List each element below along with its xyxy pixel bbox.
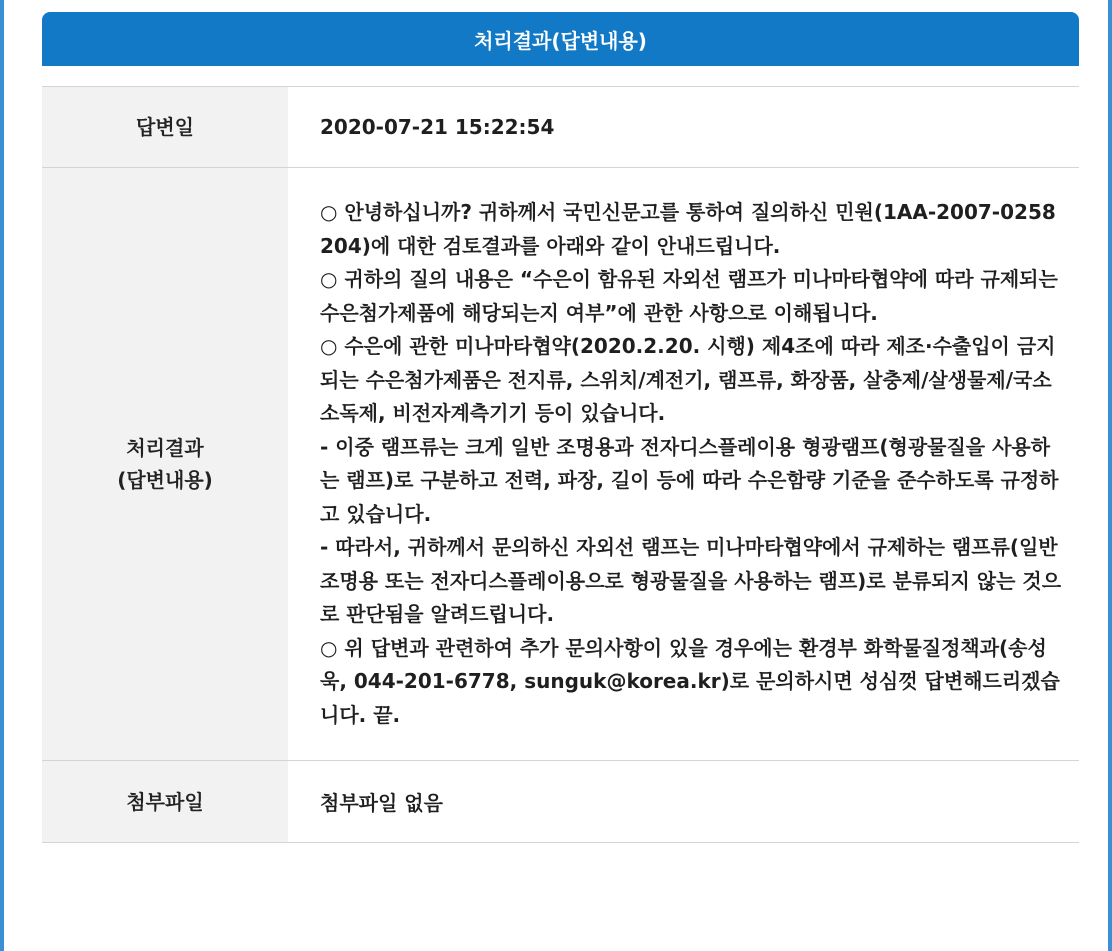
table-row-result xyxy=(42,168,1079,761)
answer-paragraph: - 따라서, 귀하께서 문의하신 자외선 램프는 미나마타협약에서 규제하는 램프류(일반조명용 또는 전자디스플레이용으로 형광물질을 사용하는 램프)로 분류되지 않는 것으로 판단됨을 알려드립니다. xyxy=(320,535,1062,626)
result-label-line2: (답변내용) xyxy=(117,468,213,492)
answer-paragraph: - 이중 램프류는 크게 일반 조명용과 전자디스플레이용 형광램프(형광물질을 사용하는 램프)로 구분하고 전력, 파장, 길이 등에 따라 수은함량 기준을 준수하도록 규정하고 있습니다. xyxy=(320,434,1059,526)
result-label xyxy=(42,168,288,761)
answer-paragraph: ○ 위 답변과 관련하여 추가 문의사항이 있을 경우에는 환경부 화학물질정책과(송성욱, 044-201-6778, sunguk@korea.kr)로 문의하시면 성심껏 답변해드리겠습니다. 끝. xyxy=(320,635,1060,727)
answer-date-label: 답변일 xyxy=(42,87,288,168)
attachment-value: 첨부파일 없음 xyxy=(288,761,1079,843)
result-label-line1: 처리결과 xyxy=(126,436,204,460)
result-panel xyxy=(42,12,1079,843)
answer-paragraph: ○ 안녕하십니까? 귀하께서 국민신문고를 통하여 질의하신 민원(1AA-2007-0258204)에 대한 검토결과를 아래와 같이 안내드립니다. xyxy=(320,200,1056,258)
answer-paragraph: ○ 수은에 관한 미나마타협약(2020.2.20. 시행) 제4조에 따라 제조·수출입이 금지되는 수은첨가제품은 전지류, 스위치/계전기, 램프류, 화장품, 살충제/살생물제/국소소독제, 비전자계측기기 등이 있습니다. xyxy=(320,334,1056,425)
answer-date-value: 2020-07-21 15:22:54 xyxy=(288,87,1079,168)
header-gap xyxy=(42,66,1079,86)
panel-title: 처리결과(답변내용) xyxy=(474,28,647,53)
panel-header xyxy=(42,12,1079,66)
table-row-answer-date xyxy=(42,87,1079,168)
answer-paragraph: ○ 귀하의 질의 내용은 “수은이 함유된 자외선 램프가 미나마타협약에 따라 규제되는 수은첨가제품에 해당되는지 여부”에 관한 사항으로 이해됩니다. xyxy=(320,267,1058,325)
result-table xyxy=(42,86,1079,843)
attachment-label: 첨부파일 xyxy=(42,761,288,843)
table-row-attachment xyxy=(42,761,1079,843)
result-content xyxy=(288,168,1079,761)
